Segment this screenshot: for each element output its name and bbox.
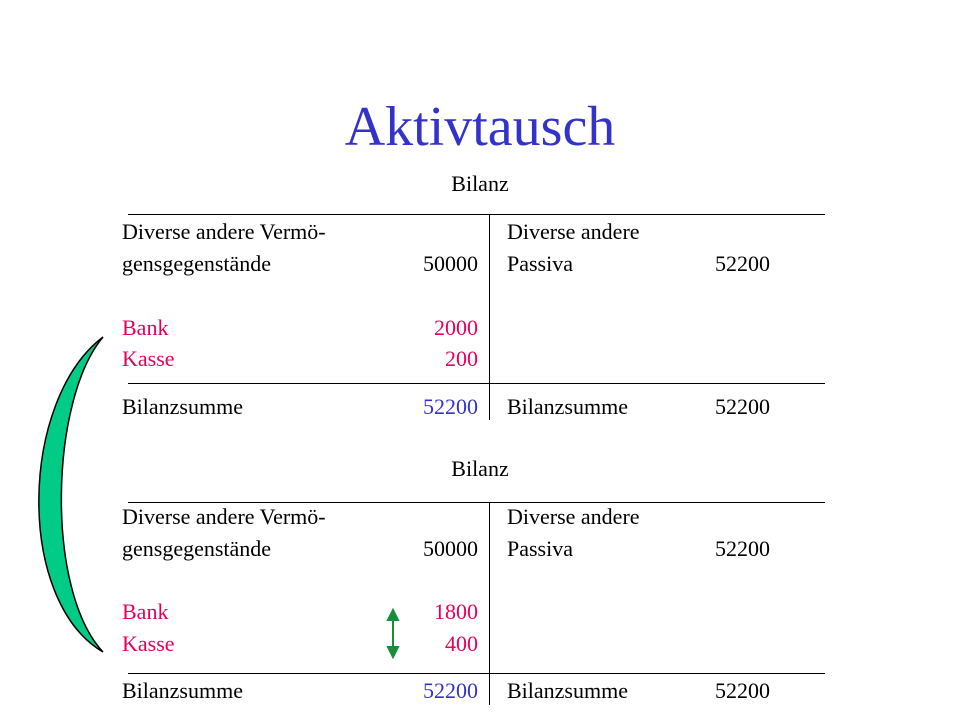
aktiva-item-label-line2: gensgegenstände (122, 536, 272, 561)
passiva-sum-label: Bilanzsumme (507, 678, 628, 703)
aktiva-item-label-line2: gensgegenstände (122, 251, 272, 276)
sum-rule (128, 383, 825, 384)
kasse-label: Kasse (122, 631, 175, 656)
left-bracket-shape (39, 337, 103, 652)
aktiva-item-label-line1: Diverse andere Vermö- (122, 504, 326, 529)
aktiva-sum-label: Bilanzsumme (122, 394, 243, 419)
passiva-sum-value: 52200 (715, 678, 770, 703)
passiva-item-label-line2: Passiva (507, 251, 573, 276)
page-title: Aktivtausch (344, 96, 616, 158)
center-divider (489, 502, 490, 705)
bank-value: 2000 (434, 315, 478, 340)
balance-caption: Bilanz (451, 171, 509, 196)
passiva-item-label-line1: Diverse andere (507, 504, 640, 529)
kasse-value: 400 (445, 631, 478, 656)
balance-caption: Bilanz (451, 456, 509, 481)
passiva-sum-label: Bilanzsumme (507, 394, 628, 419)
aktiva-item-value: 50000 (423, 251, 478, 276)
passiva-item-value: 52200 (715, 536, 770, 561)
bank-value: 1800 (434, 599, 478, 624)
bank-label: Bank (122, 315, 169, 340)
aktiva-sum-label: Bilanzsumme (122, 678, 243, 703)
aktiva-sum-value: 52200 (423, 678, 478, 703)
top-rule (128, 214, 825, 215)
aktiva-item-label-line1: Diverse andere Vermö- (122, 219, 326, 244)
aktiva-item-value: 50000 (423, 536, 478, 561)
kasse-label: Kasse (122, 346, 175, 371)
passiva-sum-value: 52200 (715, 394, 770, 419)
passiva-item-label-line2: Passiva (507, 536, 573, 561)
aktiva-sum-value: 52200 (423, 394, 478, 419)
center-divider (489, 214, 490, 420)
sum-rule (128, 673, 825, 674)
bank-label: Bank (122, 599, 169, 624)
passiva-item-value: 52200 (715, 251, 770, 276)
kasse-value: 200 (445, 346, 478, 371)
passiva-item-label-line1: Diverse andere (507, 219, 640, 244)
